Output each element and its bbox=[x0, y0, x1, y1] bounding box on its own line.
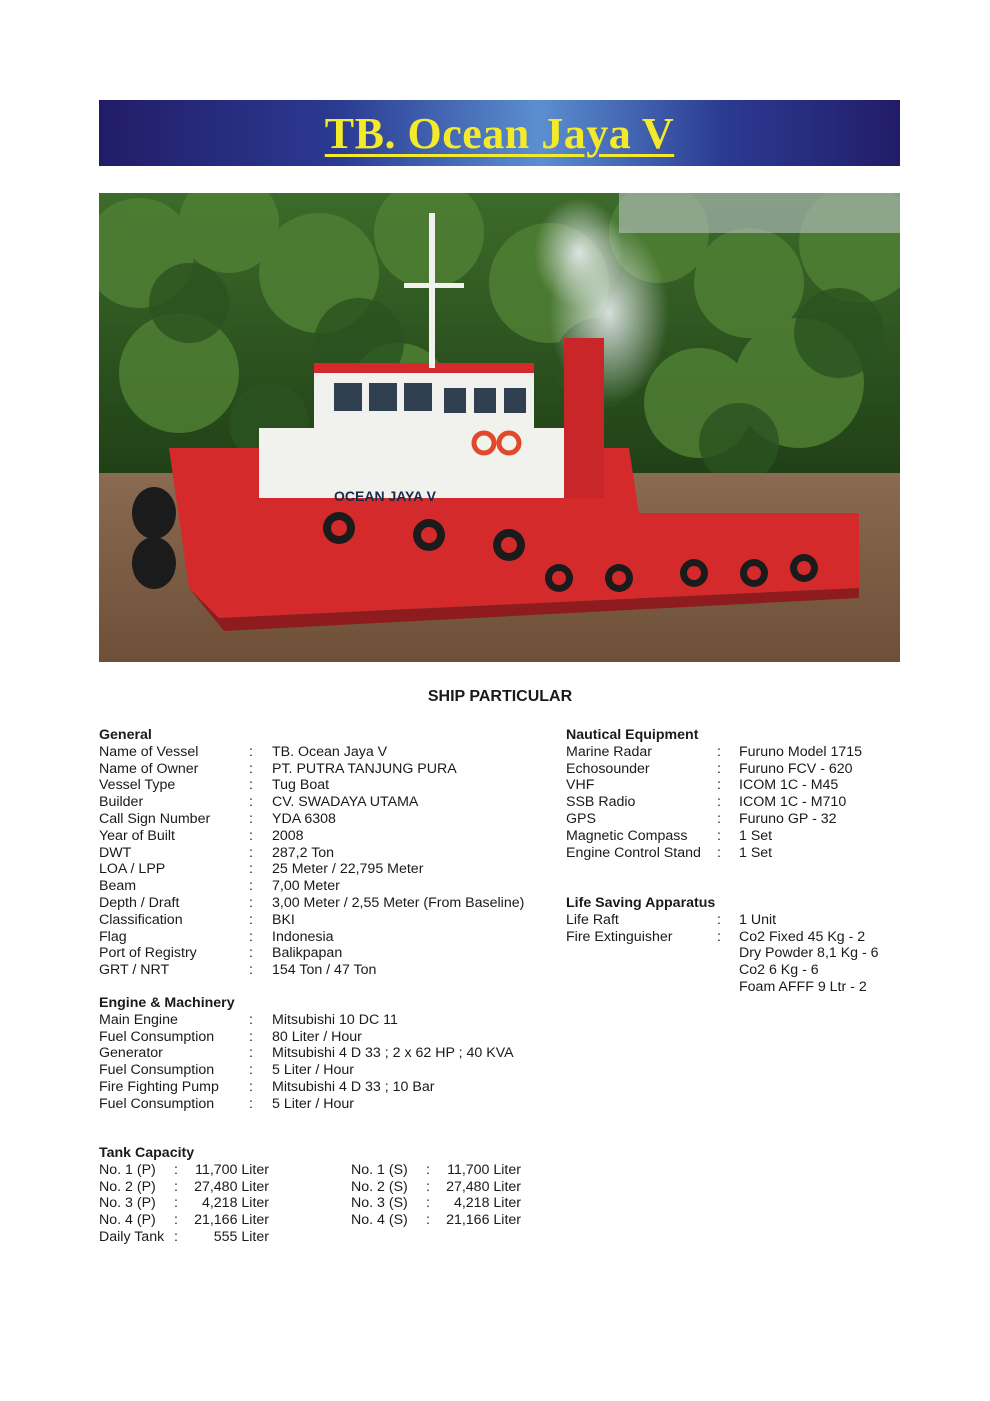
spec-colon: : bbox=[249, 911, 253, 928]
spec-colon: : bbox=[717, 911, 721, 928]
tank-label-port: No. 1 (P) bbox=[99, 1161, 156, 1178]
life-saving-heading: Life Saving Apparatus bbox=[566, 895, 716, 911]
spec-row bbox=[99, 845, 559, 862]
engine-section bbox=[99, 995, 559, 1113]
spec-colon: : bbox=[249, 810, 253, 827]
spec-colon: : bbox=[249, 760, 253, 777]
tank-value-starboard: 11,700 Liter bbox=[447, 1161, 521, 1178]
tank-label-starboard: No. 1 (S) bbox=[351, 1161, 408, 1178]
spec-colon: : bbox=[249, 743, 253, 760]
spec-row bbox=[99, 811, 559, 828]
tank-colon: : bbox=[174, 1178, 178, 1195]
spec-row bbox=[99, 1029, 559, 1046]
spec-label: Builder bbox=[99, 794, 144, 811]
spec-row bbox=[566, 845, 946, 862]
spec-value: Furuno GP - 32 bbox=[739, 810, 837, 827]
tank-colon: : bbox=[174, 1228, 178, 1245]
spec-label: Call Sign Number bbox=[99, 810, 211, 827]
spec-value: Dry Powder 8,1 Kg - 6 bbox=[739, 945, 879, 962]
spec-colon: : bbox=[249, 1062, 253, 1079]
spec-value: CV. SWADAYA UTAMA bbox=[272, 794, 419, 811]
spec-value: 1 Set bbox=[739, 827, 773, 844]
spec-value: Furuno Model 1715 bbox=[739, 743, 863, 760]
spec-value: TB. Ocean Jaya V bbox=[272, 743, 388, 760]
tank-label-port: No. 2 (P) bbox=[99, 1178, 156, 1195]
tank-colon: : bbox=[426, 1178, 430, 1195]
tank-row bbox=[99, 1229, 559, 1246]
spec-value: BKI bbox=[272, 911, 295, 928]
tank-row bbox=[99, 1162, 559, 1179]
spec-label: Fuel Consumption bbox=[99, 1095, 215, 1112]
spec-label: DWT bbox=[99, 844, 132, 861]
spec-colon: : bbox=[249, 1011, 253, 1028]
tank-label-port: Daily Tank bbox=[99, 1228, 165, 1245]
spec-value: 3,00 Meter / 2,55 Meter (From Baseline) bbox=[272, 894, 525, 911]
spec-value: 1 Unit bbox=[739, 911, 777, 928]
spec-value: 80 Liter / Hour bbox=[272, 1028, 362, 1045]
tank-value-port: 27,480 Liter bbox=[194, 1178, 269, 1195]
spec-colon: : bbox=[717, 928, 721, 945]
general-section bbox=[99, 727, 559, 979]
spec-row bbox=[566, 777, 946, 794]
spec-value: 2008 bbox=[272, 827, 304, 844]
spec-row bbox=[99, 1062, 559, 1079]
spec-label: Year of Built bbox=[99, 827, 175, 844]
spec-value: Indonesia bbox=[272, 928, 334, 945]
section-heading: SHIP PARTICULAR bbox=[427, 688, 573, 705]
spec-value: Co2 6 Kg - 6 bbox=[739, 962, 819, 979]
spec-colon: : bbox=[249, 878, 253, 895]
spec-label: GRT / NRT bbox=[99, 962, 170, 979]
spec-row bbox=[99, 794, 559, 811]
spec-label: Engine Control Stand bbox=[566, 844, 701, 861]
tank-value-starboard: 27,480 Liter bbox=[446, 1178, 521, 1195]
spec-row bbox=[566, 744, 946, 761]
spec-row bbox=[566, 811, 946, 828]
spec-value: Foam AFFF 9 Ltr - 2 bbox=[739, 978, 867, 995]
hull-name-text: OCEAN JAYA V bbox=[334, 488, 436, 504]
tank-colon: : bbox=[426, 1195, 430, 1212]
spec-colon: : bbox=[717, 777, 721, 794]
tank-label-port: No. 3 (P) bbox=[99, 1195, 156, 1212]
tank-label-port: No. 4 (P) bbox=[99, 1212, 156, 1229]
spec-row bbox=[566, 794, 946, 811]
tank-row bbox=[99, 1179, 559, 1196]
spec-label: Marine Radar bbox=[566, 743, 652, 760]
spec-value: 25 Meter / 22,795 Meter bbox=[272, 861, 424, 878]
spec-value: 7,00 Meter bbox=[272, 878, 340, 895]
tank-value-port: 21,166 Liter bbox=[194, 1212, 269, 1229]
spec-label: Life Raft bbox=[566, 911, 619, 928]
tank-value-starboard: 21,166 Liter bbox=[446, 1212, 521, 1229]
tank-section bbox=[99, 1145, 559, 1246]
spec-colon: : bbox=[717, 810, 721, 827]
spec-colon: : bbox=[249, 794, 253, 811]
spec-row bbox=[566, 929, 946, 946]
spec-row bbox=[99, 962, 559, 979]
tank-colon: : bbox=[174, 1161, 178, 1178]
spec-label: Fuel Consumption bbox=[99, 1028, 215, 1045]
life-saving-section bbox=[566, 895, 946, 996]
page-title: TB. Ocean Jaya V bbox=[324, 108, 675, 158]
engine-heading: Engine & Machinery bbox=[99, 995, 235, 1011]
spec-label: Name of Owner bbox=[99, 760, 199, 777]
spec-value: Mitsubishi 4 D 33 ; 2 x 62 HP ; 40 KVA bbox=[272, 1045, 514, 1062]
spec-colon: : bbox=[249, 827, 253, 844]
tank-colon: : bbox=[174, 1212, 178, 1229]
spec-colon: : bbox=[249, 1028, 253, 1045]
spec-label: Main Engine bbox=[99, 1011, 178, 1028]
spec-colon: : bbox=[249, 777, 253, 794]
spec-colon: : bbox=[249, 894, 253, 911]
spec-colon: : bbox=[249, 1078, 253, 1095]
tank-label-starboard: No. 2 (S) bbox=[351, 1178, 408, 1195]
spec-row bbox=[99, 945, 559, 962]
spec-row bbox=[99, 761, 559, 778]
spec-row bbox=[566, 962, 946, 979]
spec-value: 5 Liter / Hour bbox=[272, 1062, 355, 1079]
spec-row bbox=[99, 1012, 559, 1029]
spec-label: Depth / Draft bbox=[99, 894, 180, 911]
spec-colon: : bbox=[717, 760, 721, 777]
spec-label: Vessel Type bbox=[99, 777, 176, 794]
spec-label: Flag bbox=[99, 928, 127, 945]
spec-row bbox=[99, 744, 559, 761]
spec-row bbox=[99, 895, 559, 912]
spec-value: Tug Boat bbox=[272, 777, 330, 794]
spec-value: 154 Ton / 47 Ton bbox=[272, 962, 377, 979]
spec-value: Mitsubishi 10 DC 11 bbox=[272, 1011, 398, 1028]
spec-colon: : bbox=[249, 861, 253, 878]
tank-row bbox=[99, 1212, 559, 1229]
spec-label: VHF bbox=[566, 777, 595, 794]
tank-colon: : bbox=[426, 1161, 430, 1178]
spec-value: Furuno FCV - 620 bbox=[739, 760, 853, 777]
spec-label: Fire Fighting Pump bbox=[99, 1078, 219, 1095]
spec-colon: : bbox=[717, 794, 721, 811]
spec-label: Fuel Consumption bbox=[99, 1062, 215, 1079]
spec-value: 1 Set bbox=[739, 844, 773, 861]
spec-colon: : bbox=[249, 962, 253, 979]
spec-label: Fire Extinguisher bbox=[566, 928, 673, 945]
spec-value: 287,2 Ton bbox=[272, 844, 335, 861]
spec-label: Generator bbox=[99, 1045, 163, 1062]
spec-row bbox=[99, 1096, 559, 1113]
spec-row bbox=[99, 861, 559, 878]
spec-row bbox=[99, 929, 559, 946]
vessel-illustration bbox=[99, 193, 900, 662]
spec-value: PT. PUTRA TANJUNG PURA bbox=[272, 760, 457, 777]
spec-colon: : bbox=[717, 743, 721, 760]
spec-colon: : bbox=[249, 1095, 253, 1112]
title-banner bbox=[99, 100, 900, 166]
tank-row bbox=[99, 1195, 559, 1212]
spec-row bbox=[99, 878, 559, 895]
tank-label-starboard: No. 4 (S) bbox=[351, 1212, 408, 1229]
tank-label-starboard: No. 3 (S) bbox=[351, 1195, 408, 1212]
spec-value: ICOM 1C - M710 bbox=[739, 794, 847, 811]
spec-row bbox=[99, 777, 559, 794]
tank-value-port: 555 Liter bbox=[213, 1228, 269, 1245]
general-heading: General bbox=[99, 727, 152, 743]
spec-row bbox=[99, 1045, 559, 1062]
tank-colon: : bbox=[174, 1195, 178, 1212]
spec-label: Name of Vessel bbox=[99, 743, 199, 760]
nautical-section bbox=[566, 727, 946, 861]
spec-label: Echosounder bbox=[566, 760, 650, 777]
spec-label: Port of Registry bbox=[99, 945, 197, 962]
spec-colon: : bbox=[249, 844, 253, 861]
spec-colon: : bbox=[249, 1045, 253, 1062]
spec-row bbox=[566, 912, 946, 929]
spec-label: SSB Radio bbox=[566, 794, 636, 811]
spec-row bbox=[566, 979, 946, 996]
spec-row bbox=[99, 828, 559, 845]
spec-row bbox=[99, 1079, 559, 1096]
spec-label: Beam bbox=[99, 878, 137, 895]
spec-colon: : bbox=[717, 844, 721, 861]
spec-label: LOA / LPP bbox=[99, 861, 166, 878]
spec-row bbox=[566, 945, 946, 962]
nautical-heading: Nautical Equipment bbox=[566, 727, 699, 743]
spec-row bbox=[99, 912, 559, 929]
spec-value: Co2 Fixed 45 Kg - 2 bbox=[739, 928, 866, 945]
tank-value-port: 11,700 Liter bbox=[195, 1161, 269, 1178]
vessel-photo bbox=[99, 193, 900, 662]
tank-value-starboard: 4,218 Liter bbox=[453, 1195, 521, 1212]
spec-label: GPS bbox=[566, 810, 596, 827]
spec-row bbox=[566, 828, 946, 845]
spec-label: Classification bbox=[99, 911, 183, 928]
spec-value: 5 Liter / Hour bbox=[272, 1095, 355, 1112]
tank-heading: Tank Capacity bbox=[99, 1145, 195, 1161]
spec-colon: : bbox=[249, 928, 253, 945]
spec-colon: : bbox=[249, 945, 253, 962]
spec-row bbox=[566, 761, 946, 778]
spec-value: YDA 6308 bbox=[272, 810, 336, 827]
spec-value: Mitsubishi 4 D 33 ; 10 Bar bbox=[272, 1078, 435, 1095]
spec-label: Magnetic Compass bbox=[566, 827, 688, 844]
spec-colon: : bbox=[717, 827, 721, 844]
spec-value: ICOM 1C - M45 bbox=[739, 777, 839, 794]
tank-value-port: 4,218 Liter bbox=[201, 1195, 269, 1212]
tank-colon: : bbox=[426, 1212, 430, 1229]
spec-value: Balikpapan bbox=[272, 945, 343, 962]
